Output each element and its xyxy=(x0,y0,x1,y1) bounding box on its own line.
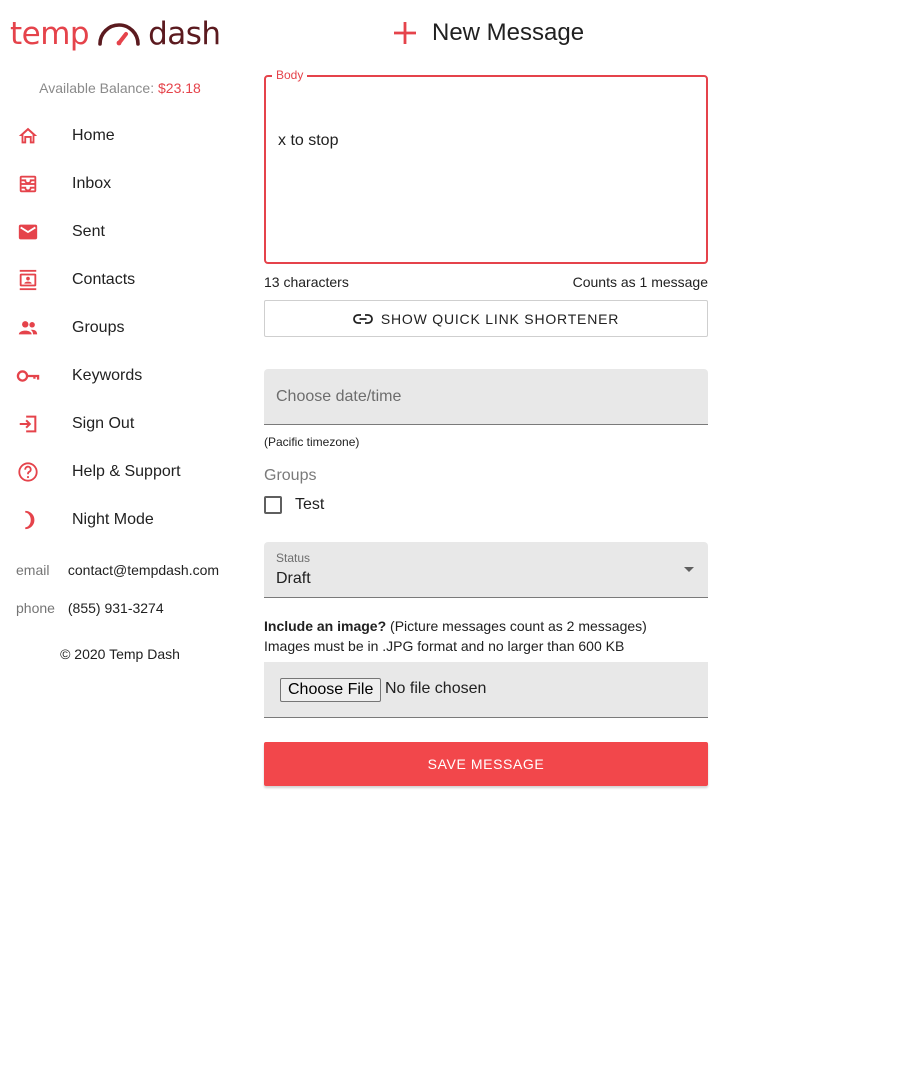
message-count: Counts as 1 message xyxy=(572,274,708,290)
image-file-input xyxy=(264,662,708,718)
group-option-test[interactable] xyxy=(264,495,324,515)
sidebar-nav xyxy=(0,112,240,544)
plus-icon xyxy=(392,20,418,46)
show-link-shortener-button[interactable] xyxy=(264,300,708,337)
sidebar-item-help[interactable] xyxy=(0,448,240,496)
sidebar-item-label: Help & Support xyxy=(72,463,181,480)
sidebar-item-keywords[interactable] xyxy=(0,352,240,400)
contact-phone-row xyxy=(16,600,164,616)
dropdown-arrow-icon xyxy=(684,567,694,572)
sidebar xyxy=(0,0,240,1080)
available-balance xyxy=(0,80,240,96)
contacts-icon xyxy=(16,268,40,292)
image-info xyxy=(264,616,647,656)
status-label: Status xyxy=(276,551,311,565)
group-label: Test xyxy=(295,496,325,513)
sidebar-item-home[interactable] xyxy=(0,112,240,160)
page-title: New Message xyxy=(432,19,585,46)
image-note: (Picture messages count as 2 messages) xyxy=(386,618,647,634)
copyright: © 2020 Temp Dash xyxy=(60,646,180,662)
inbox-icon xyxy=(16,172,40,196)
help-icon xyxy=(16,460,40,484)
schedule-datetime-input[interactable] xyxy=(264,369,708,425)
file-status: No file chosen xyxy=(385,680,487,697)
sidebar-item-contacts[interactable] xyxy=(0,256,240,304)
groups-heading: Groups xyxy=(264,467,317,484)
logo[interactable] xyxy=(10,14,221,54)
sidebar-item-label: Contacts xyxy=(72,271,136,288)
sidebar-item-label: Home xyxy=(72,127,115,144)
moon-icon xyxy=(16,508,40,532)
image-rules: Images must be in .JPG format and no larger than 600 KB xyxy=(264,638,625,654)
link-icon xyxy=(353,313,373,325)
sidebar-item-label: Keywords xyxy=(72,367,143,384)
phone-key: phone xyxy=(16,600,55,616)
sidebar-item-groups[interactable] xyxy=(0,304,240,352)
body-text: x to stop xyxy=(278,132,339,149)
contact-email-link[interactable]: contact@tempdash.com xyxy=(67,562,220,578)
sidebar-item-label: Inbox xyxy=(72,175,112,192)
sidebar-item-inbox[interactable] xyxy=(0,160,240,208)
sidebar-item-label: Night Mode xyxy=(72,511,154,528)
balance-label: Available Balance: xyxy=(39,80,155,96)
contact-email-row xyxy=(16,562,219,578)
sidebar-item-label: Groups xyxy=(72,319,125,336)
sidebar-item-night-mode[interactable] xyxy=(0,496,240,544)
logo-word-dash: dash xyxy=(148,16,221,52)
save-message-label: SAVE MESSAGE xyxy=(427,756,545,772)
choose-file-button[interactable]: Choose File xyxy=(280,678,381,702)
image-question: Include an image? xyxy=(264,618,387,634)
page-header xyxy=(392,18,584,48)
contact-phone-link[interactable]: (855) 931-3274 xyxy=(67,600,164,616)
balance-amount: $23.18 xyxy=(158,80,201,96)
speedometer-icon xyxy=(97,22,141,46)
groups-icon xyxy=(16,316,40,340)
save-message-button[interactable] xyxy=(264,742,708,786)
link-shortener-label: SHOW QUICK LINK SHORTENER xyxy=(380,310,620,327)
sidebar-item-sent[interactable] xyxy=(0,208,240,256)
timezone-hint: (Pacific timezone) xyxy=(264,435,360,449)
body-field-label: Body xyxy=(272,68,307,82)
logo-word-temp: temp xyxy=(10,16,90,52)
email-key: email xyxy=(16,562,50,578)
sidebar-item-label: Sign Out xyxy=(72,415,135,432)
sign-out-icon xyxy=(16,412,40,436)
sidebar-item-sign-out[interactable] xyxy=(0,400,240,448)
key-icon xyxy=(16,364,40,388)
status-value: Draft xyxy=(276,570,311,587)
body-textarea[interactable] xyxy=(264,75,708,264)
sidebar-item-label: Sent xyxy=(72,223,105,240)
character-count: 13 characters xyxy=(264,274,349,290)
group-checkbox[interactable] xyxy=(264,496,282,514)
home-icon xyxy=(16,124,40,148)
mail-icon xyxy=(16,220,40,244)
datetime-placeholder: Choose date/time xyxy=(276,388,402,405)
message-counter xyxy=(264,274,708,290)
status-select[interactable] xyxy=(264,542,708,598)
